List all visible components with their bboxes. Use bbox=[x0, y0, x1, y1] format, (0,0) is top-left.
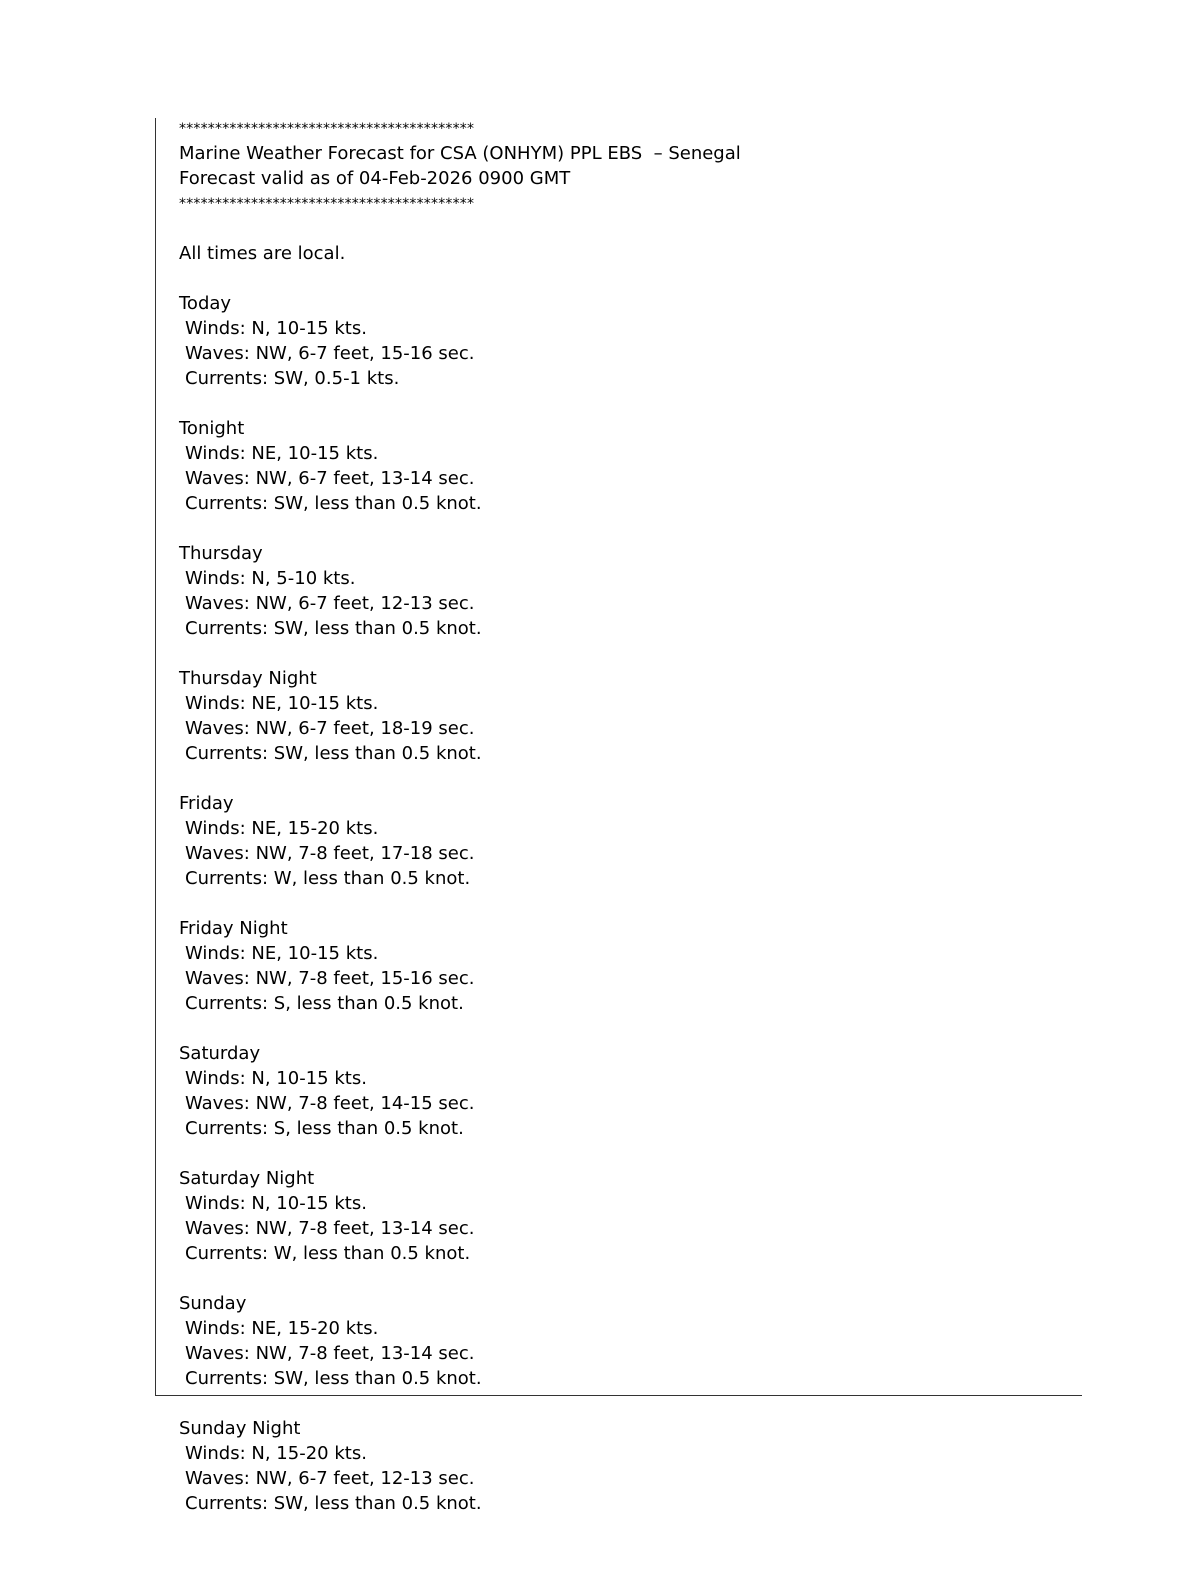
forecast-period bbox=[179, 666, 1059, 791]
period-waves: Waves: NW, 7-8 feet, 13-14 sec. bbox=[185, 1218, 475, 1239]
forecast-period bbox=[179, 1416, 1059, 1516]
period-name: Saturday bbox=[179, 1043, 261, 1064]
period-waves: Waves: NW, 6-7 feet, 12-13 sec. bbox=[185, 1468, 475, 1489]
header-stars-top: ***************************************** bbox=[179, 121, 475, 137]
period-name: Sunday Night bbox=[179, 1418, 301, 1439]
spacer bbox=[179, 1391, 1059, 1416]
forecast-period bbox=[179, 1041, 1059, 1166]
period-waves: Waves: NW, 6-7 feet, 13-14 sec. bbox=[185, 468, 475, 489]
forecast-document bbox=[179, 116, 1059, 1516]
period-winds: Winds: N, 10-15 kts. bbox=[185, 1193, 367, 1214]
period-winds: Winds: N, 15-20 kts. bbox=[185, 1443, 367, 1464]
period-waves: Waves: NW, 7-8 feet, 13-14 sec. bbox=[185, 1343, 475, 1364]
forecast-period bbox=[179, 416, 1059, 541]
period-name: Friday Night bbox=[179, 918, 288, 939]
spacer bbox=[179, 1141, 1059, 1166]
forecast-period bbox=[179, 916, 1059, 1041]
times-note: All times are local. bbox=[179, 243, 346, 264]
period-winds: Winds: NE, 10-15 kts. bbox=[185, 693, 379, 714]
period-winds: Winds: NE, 15-20 kts. bbox=[185, 1318, 379, 1339]
period-currents: Currents: SW, less than 0.5 knot. bbox=[185, 743, 482, 764]
frame-left-border bbox=[155, 118, 156, 1396]
spacer bbox=[179, 1266, 1059, 1291]
period-winds: Winds: NE, 10-15 kts. bbox=[185, 443, 379, 464]
period-currents: Currents: SW, less than 0.5 knot. bbox=[185, 1368, 482, 1389]
period-currents: Currents: SW, less than 0.5 knot. bbox=[185, 618, 482, 639]
forecast-periods bbox=[179, 291, 1059, 1516]
forecast-title: Marine Weather Forecast for CSA (ONHYM) PPL EBS – Senegal bbox=[179, 143, 741, 164]
forecast-valid-time: Forecast valid as of 04-Feb-2026 0900 GMT bbox=[179, 168, 571, 189]
period-currents: Currents: S, less than 0.5 knot. bbox=[185, 1118, 464, 1139]
period-winds: Winds: N, 10-15 kts. bbox=[185, 318, 367, 339]
spacer bbox=[179, 891, 1059, 916]
period-currents: Currents: SW, less than 0.5 knot. bbox=[185, 1493, 482, 1514]
forecast-period bbox=[179, 291, 1059, 416]
period-winds: Winds: N, 5-10 kts. bbox=[185, 568, 356, 589]
period-winds: Winds: NE, 15-20 kts. bbox=[185, 818, 379, 839]
period-name: Tonight bbox=[179, 418, 245, 439]
period-name: Thursday bbox=[179, 543, 263, 564]
spacer bbox=[179, 766, 1059, 791]
period-name: Sunday bbox=[179, 1293, 247, 1314]
forecast-period bbox=[179, 1291, 1059, 1416]
period-waves: Waves: NW, 6-7 feet, 12-13 sec. bbox=[185, 593, 475, 614]
period-waves: Waves: NW, 7-8 feet, 14-15 sec. bbox=[185, 1093, 475, 1114]
period-name: Thursday Night bbox=[179, 668, 317, 689]
period-currents: Currents: W, less than 0.5 knot. bbox=[185, 868, 471, 889]
spacer bbox=[179, 266, 1059, 291]
spacer bbox=[179, 516, 1059, 541]
period-waves: Waves: NW, 7-8 feet, 17-18 sec. bbox=[185, 843, 475, 864]
header-stars-bottom: ***************************************** bbox=[179, 196, 475, 212]
period-winds: Winds: NE, 10-15 kts. bbox=[185, 943, 379, 964]
period-name: Today bbox=[179, 293, 232, 314]
period-winds: Winds: N, 10-15 kts. bbox=[185, 1068, 367, 1089]
period-currents: Currents: SW, less than 0.5 knot. bbox=[185, 493, 482, 514]
period-waves: Waves: NW, 7-8 feet, 15-16 sec. bbox=[185, 968, 475, 989]
period-waves: Waves: NW, 6-7 feet, 15-16 sec. bbox=[185, 343, 475, 364]
period-currents: Currents: S, less than 0.5 knot. bbox=[185, 993, 464, 1014]
spacer bbox=[179, 216, 1059, 241]
period-waves: Waves: NW, 6-7 feet, 18-19 sec. bbox=[185, 718, 475, 739]
forecast-period bbox=[179, 1166, 1059, 1291]
period-name: Saturday Night bbox=[179, 1168, 315, 1189]
forecast-period bbox=[179, 541, 1059, 666]
period-currents: Currents: SW, 0.5-1 kts. bbox=[185, 368, 400, 389]
period-name: Friday bbox=[179, 793, 234, 814]
period-currents: Currents: W, less than 0.5 knot. bbox=[185, 1243, 471, 1264]
spacer bbox=[179, 391, 1059, 416]
spacer bbox=[179, 1016, 1059, 1041]
forecast-period bbox=[179, 791, 1059, 916]
spacer bbox=[179, 641, 1059, 666]
